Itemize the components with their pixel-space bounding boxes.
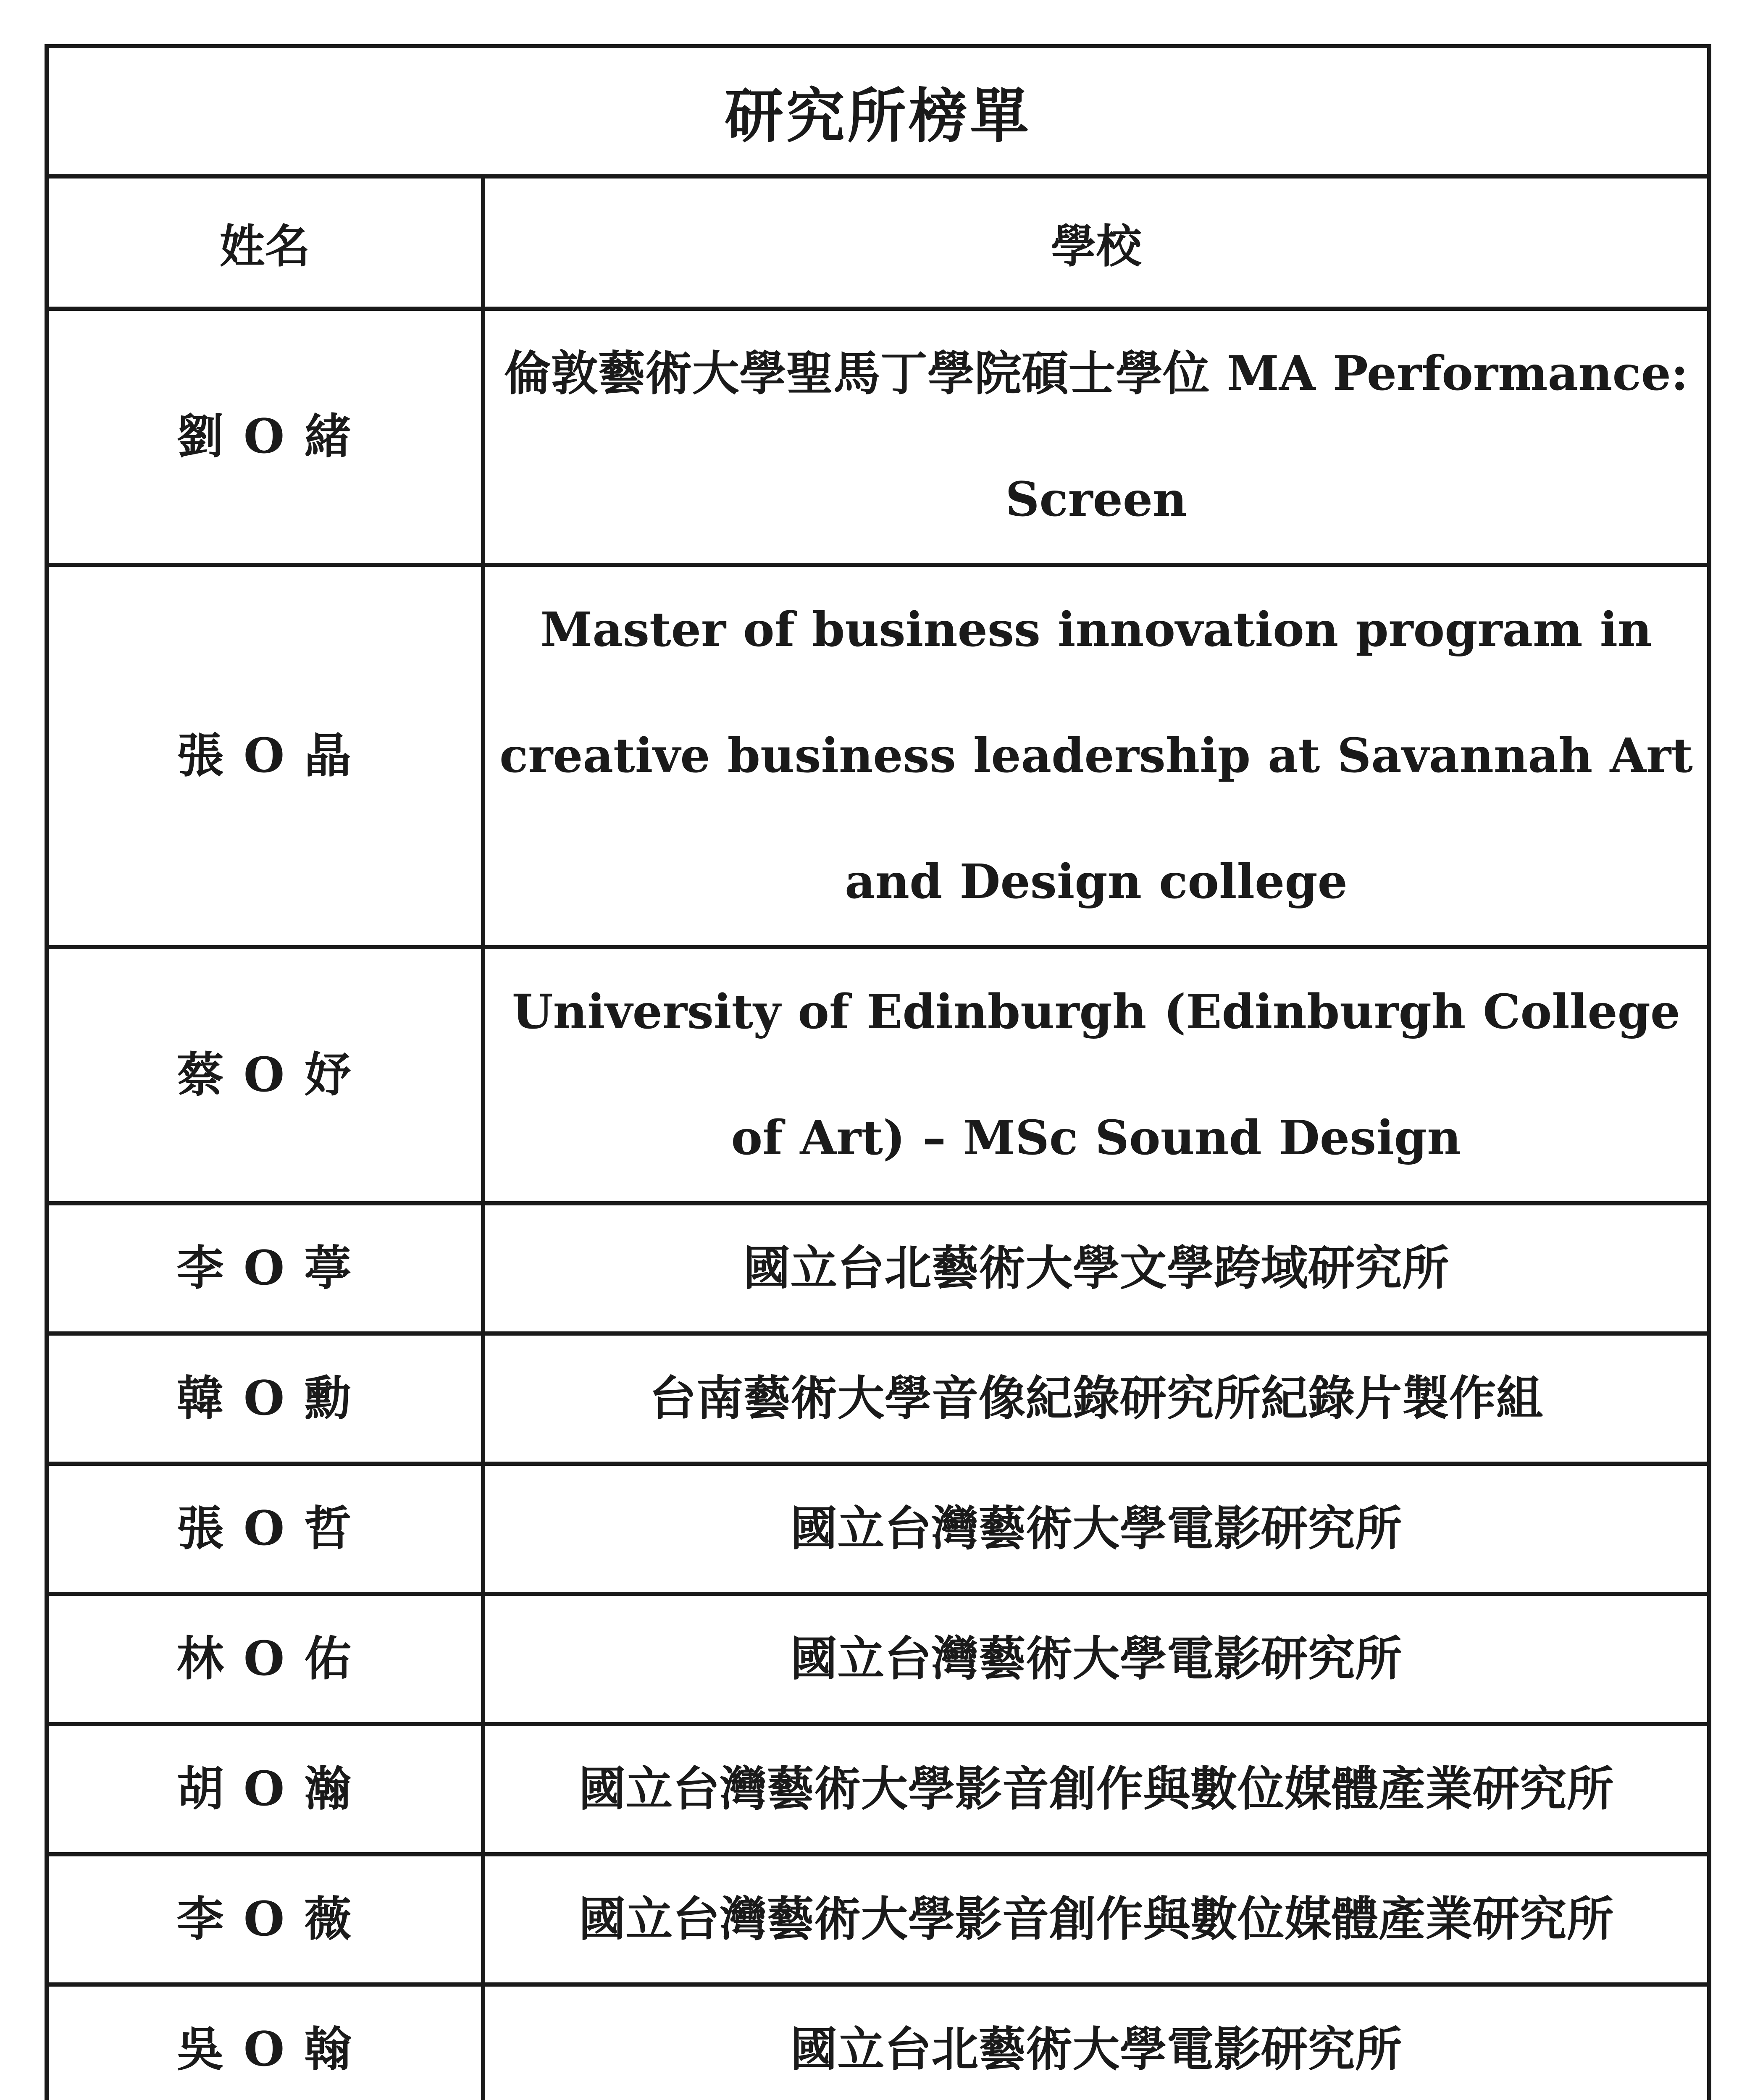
- student-name: 韓 O 勳: [49, 1334, 483, 1464]
- school-name: 國立台灣藝術大學電影研究所: [483, 1594, 1707, 1724]
- table-row: [49, 947, 1707, 1203]
- header-school: 學校: [1051, 220, 1142, 273]
- school-name: [483, 565, 1707, 947]
- student-name: 林 O 佑: [49, 1594, 483, 1724]
- header-row: [49, 178, 1707, 309]
- school-name: 國立台北藝術大學文學跨域研究所: [483, 1203, 1707, 1334]
- school-name: 台南藝術大學音像紀錄研究所紀錄片製作組: [483, 1334, 1707, 1464]
- student-name: 李 O 薇: [49, 1854, 483, 1984]
- table-row: [49, 1984, 1707, 2100]
- table-row: [49, 1724, 1707, 1854]
- table-row: [49, 1854, 1707, 1984]
- results-grid: [49, 178, 1707, 2100]
- school-name: [483, 309, 1707, 565]
- student-name: 張 O 晶: [49, 565, 483, 947]
- school-name: 國立台灣藝術大學電影研究所: [483, 1464, 1707, 1594]
- school-name: 國立台灣藝術大學影音創作與數位媒體產業研究所: [483, 1724, 1707, 1854]
- table-row: [49, 1464, 1707, 1594]
- school-text: Master of business innovation program in creative business leadership at Savannah Art and Design college: [499, 602, 1693, 909]
- student-name: 蔡 O 妤: [49, 947, 483, 1203]
- school-text: University of Edinburgh (Edinburgh College of Art) – MSc Sound Design: [512, 984, 1681, 1166]
- table-row: [49, 1594, 1707, 1724]
- student-name: 李 O 葶: [49, 1203, 483, 1334]
- results-table: [45, 44, 1711, 2100]
- student-name: 吳 O 翰: [49, 1984, 483, 2100]
- header-name: 姓名: [49, 178, 483, 309]
- table-row: [49, 1203, 1707, 1334]
- school-text: 倫敦藝術大學聖馬丁學院碩士學位 MA Performance: Screen: [504, 346, 1689, 527]
- student-name: 張 O 哲: [49, 1464, 483, 1594]
- school-name: 國立台灣藝術大學影音創作與數位媒體產業研究所: [483, 1854, 1707, 1984]
- table-row: [49, 565, 1707, 947]
- school-name: 國立台北藝術大學電影研究所: [483, 1984, 1707, 2100]
- table-row: [49, 309, 1707, 565]
- student-name: 劉 O 緒: [49, 309, 483, 565]
- table-title: 研究所榜單: [724, 81, 1031, 151]
- table-title-row: [49, 48, 1707, 178]
- school-name: [483, 947, 1707, 1203]
- student-name: 胡 O 瀚: [49, 1724, 483, 1854]
- table-row: [49, 1334, 1707, 1464]
